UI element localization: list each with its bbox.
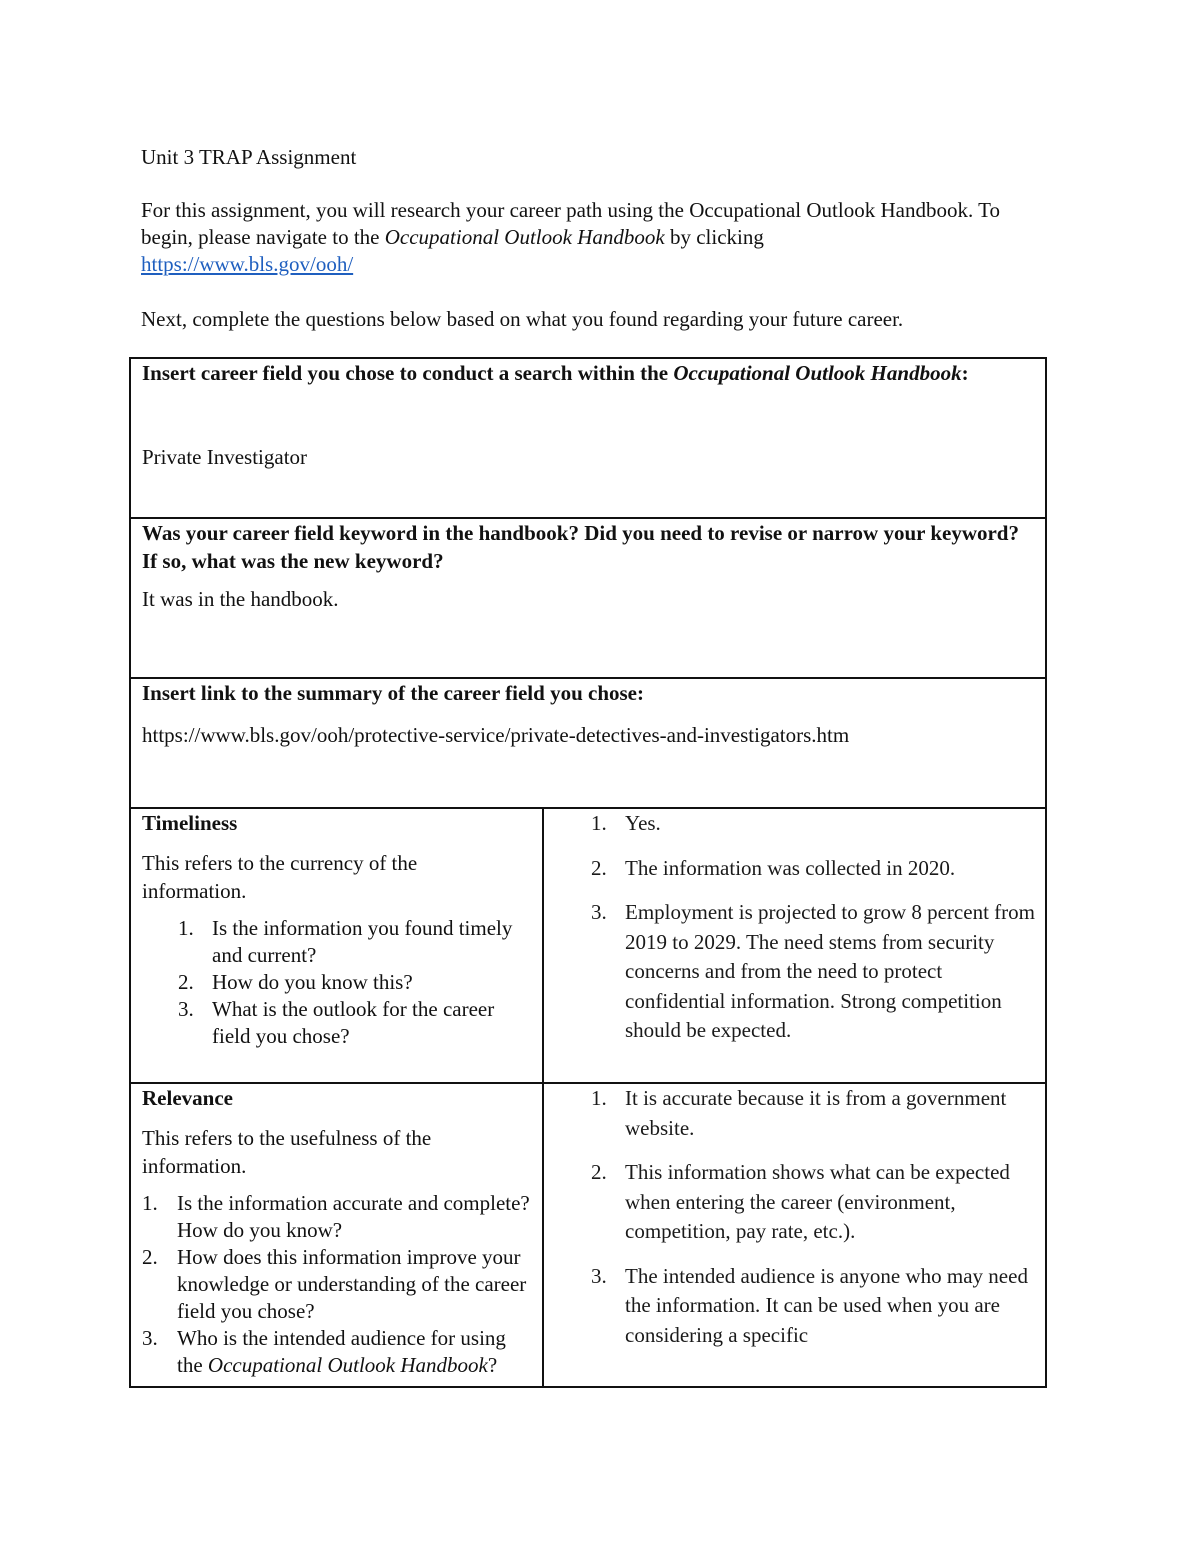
keyword-prompt: Was your career field keyword in the handbook? Did you need to revise or narrow your keyword? If so, what was the new keyword?: [142, 521, 1019, 573]
relevance-questions: [142, 1190, 532, 1379]
keyword-cell: [130, 518, 1046, 678]
career-answer: Private Investigator: [142, 445, 308, 469]
item-text: Is the information you found timely and current?: [212, 916, 513, 967]
career-prompt-handbook: Occupational Outlook Handbook: [673, 361, 962, 385]
career-prompt-text: Insert career field you chose to conduct a search within the: [142, 361, 674, 385]
list-item: [142, 969, 532, 996]
career-cell: [130, 358, 1046, 518]
list-item: [555, 1084, 1035, 1143]
timeliness-heading: Timeliness: [142, 811, 238, 835]
relevance-description: This refers to the usefulness of the information.: [142, 1126, 432, 1178]
link-row: [130, 678, 1046, 808]
list-item: [555, 854, 1035, 884]
item-text: What is the outlook for the career field you chose?: [212, 997, 495, 1048]
career-prompt: [142, 359, 1035, 387]
item-number: 3.: [178, 997, 194, 1021]
intro-text-middle: by clicking: [664, 225, 764, 249]
item-text: Employment is projected to grow 8 percent from 2019 to 2029. The need stems from security concerns and from the need to protect confidential information. Strong competition should be expected.: [625, 900, 1035, 1042]
link-prompt: Insert link to the summary of the career field you chose:: [142, 681, 644, 705]
item-number: 3.: [591, 1263, 607, 1288]
list-item: [555, 1262, 1035, 1351]
list-item: [555, 809, 1035, 839]
timeliness-question-cell: [130, 808, 543, 1083]
list-item: [555, 898, 1035, 1046]
keyword-answer: It was in the handbook.: [142, 587, 339, 611]
item-text-end: ?: [487, 1353, 498, 1377]
item-number: 2.: [591, 1160, 607, 1184]
item-number: 2.: [591, 855, 607, 880]
ooh-link[interactable]: https://www.bls.gov/ooh/: [141, 252, 354, 276]
career-row: [130, 358, 1046, 518]
timeliness-answer-cell: [543, 808, 1046, 1083]
item-number: 3.: [591, 900, 607, 924]
item-number: 1.: [178, 916, 194, 940]
item-number: 1.: [591, 811, 607, 835]
relevance-answers: [555, 1084, 1035, 1350]
timeliness-description: This refers to the currency of the information.: [142, 851, 418, 903]
item-number: 1.: [591, 1086, 607, 1110]
relevance-answer-cell: [543, 1083, 1046, 1387]
list-item: [142, 1244, 532, 1325]
item-text: Who is the intended audience for using the: [177, 1326, 506, 1377]
item-text: How does this information improve your knowledge or understanding of the career field you chose?: [177, 1245, 527, 1323]
list-item: [142, 1325, 532, 1379]
item-number: 3.: [142, 1326, 158, 1350]
trap-table: [129, 357, 1047, 1388]
item-text: How do you know this?: [212, 970, 413, 994]
link-cell: [130, 678, 1046, 808]
item-text: This information shows what can be expected when entering the career (environment, competition, pay rate, etc.).: [625, 1160, 1010, 1243]
timeliness-questions: [142, 915, 532, 1050]
intro-paragraph: [141, 197, 1021, 278]
item-text: It is accurate because it is from a government website.: [625, 1086, 1007, 1140]
next-instruction: Next, complete the questions below based on what you found regarding your future career.: [141, 307, 904, 331]
item-number: 2.: [178, 970, 194, 994]
intro-text-start: For this assignment, you will research your career path using the Occupational Outlook Handbook. To begin, please navigate to the: [141, 198, 1000, 249]
list-item: [142, 996, 532, 1050]
item-number: 2.: [142, 1245, 158, 1269]
career-prompt-colon: :: [961, 361, 969, 385]
item-text: The information was collected in 2020.: [625, 855, 956, 880]
item-text: Is the information accurate and complete? How do you know?: [177, 1191, 530, 1242]
relevance-question-cell: [130, 1083, 543, 1387]
list-item: [142, 1190, 532, 1244]
item-text: Yes.: [625, 811, 661, 835]
timeliness-answers: [555, 809, 1035, 1046]
item-text: The intended audience is anyone who may need the information. It can be used when you are considering a specific: [625, 1263, 1028, 1347]
keyword-row: [130, 518, 1046, 678]
relevance-row: [130, 1083, 1046, 1387]
list-item: [555, 1158, 1035, 1247]
relevance-heading: Relevance: [142, 1086, 233, 1110]
item-handbook-title: Occupational Outlook Handbook: [207, 1353, 488, 1377]
timeliness-row: [130, 808, 1046, 1083]
intro-handbook-title: Occupational Outlook Handbook: [384, 225, 665, 249]
item-number: 1.: [142, 1191, 158, 1215]
page-title: Unit 3 TRAP Assignment: [141, 145, 357, 169]
link-answer: https://www.bls.gov/ooh/protective-service/private-detectives-and-investigators.htm: [142, 723, 850, 747]
list-item: [142, 915, 532, 969]
